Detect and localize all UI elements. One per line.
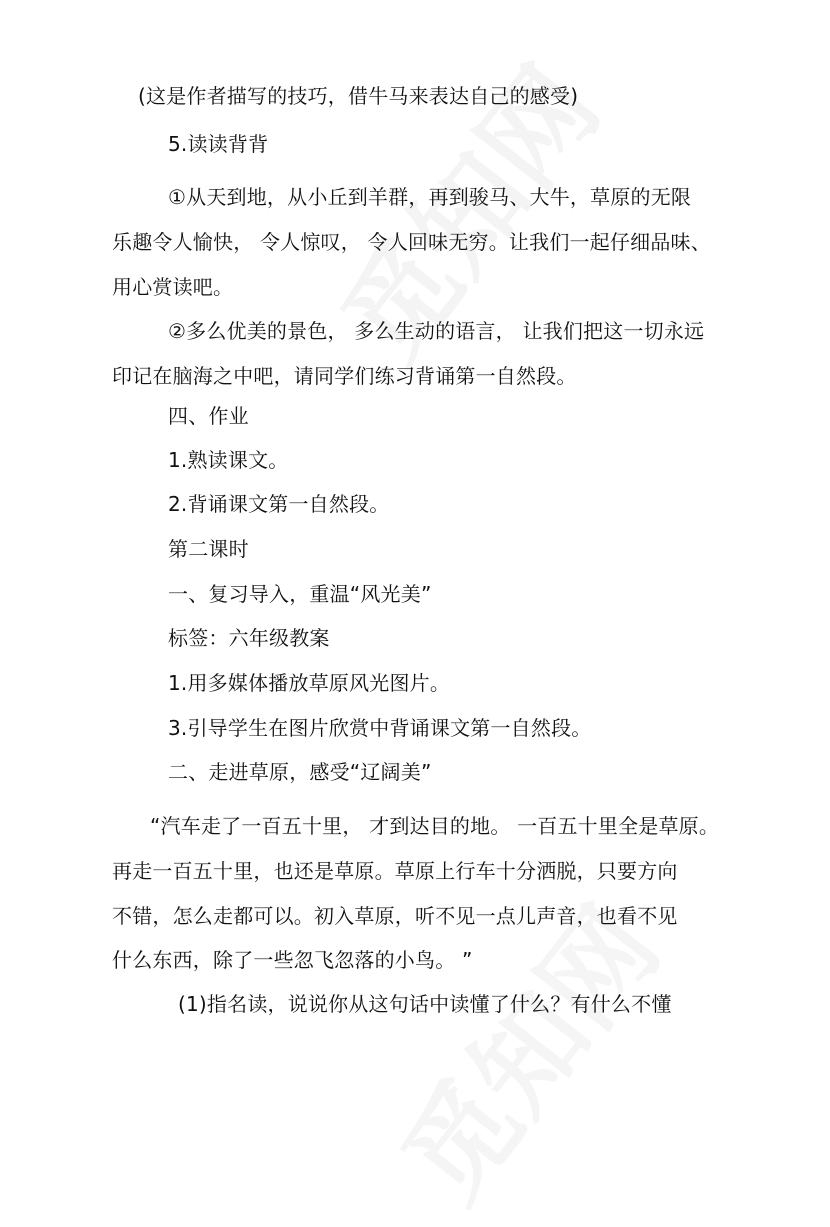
text-line-6: ②多么优美的景色， 多么生动的语言， 让我们把这一切永远 — [168, 319, 705, 343]
text-line-10: 2.背诵课文第一自然段。 — [168, 492, 390, 516]
text-line-1: (这是作者描写的技巧，借牛马来表达自己的感受) — [138, 84, 579, 108]
text-line-9: 1.熟读课文。 — [168, 448, 289, 472]
text-line-19: 不错，怎么走都可以。初入草原，听不见一点儿声音，也看不见 — [112, 904, 678, 928]
text-line-20: 什么东西，除了一些忽飞忽落的小鸟。 ” — [112, 948, 473, 972]
text-line-13: 标签：六年级教案 — [168, 626, 330, 650]
text-line-11: 第二课时 — [168, 537, 249, 561]
text-line-18: 再走一百五十里，也还是草原。草原上行车十分洒脱，只要方向 — [112, 859, 678, 883]
text-line-5: 用心赏读吧。 — [112, 275, 234, 299]
text-line-16: 二、走进草原，感受“辽阔美” — [168, 760, 432, 784]
text-line-3: ①从天到地，从小丘到羊群，再到骏马、大牛，草原的无限 — [168, 185, 692, 209]
text-line-17: “汽车走了一百五十里， 才到达目的地。 一百五十里全是草原。 — [150, 814, 720, 838]
text-line-8: 四、作业 — [168, 404, 249, 428]
text-line-4: 乐趣令人愉快， 令人惊叹， 令人回味无穷。让我们一起仔细品味、 — [112, 230, 711, 254]
text-line-21: (1)指名读，说说你从这句话中读懂了什么？有什么不懂 — [178, 992, 672, 1016]
text-line-7: 印记在脑海之中吧，请同学们练习背诵第一自然段。 — [112, 364, 577, 388]
text-line-15: 3.引导学生在图片欣赏中背诵课文第一自然段。 — [168, 716, 592, 740]
text-line-14: 1.用多媒体播放草原风光图片。 — [168, 671, 451, 695]
text-line-12: 一、复习导入，重温“风光美” — [168, 582, 432, 606]
text-line-2: 5.读读背背 — [168, 132, 269, 156]
